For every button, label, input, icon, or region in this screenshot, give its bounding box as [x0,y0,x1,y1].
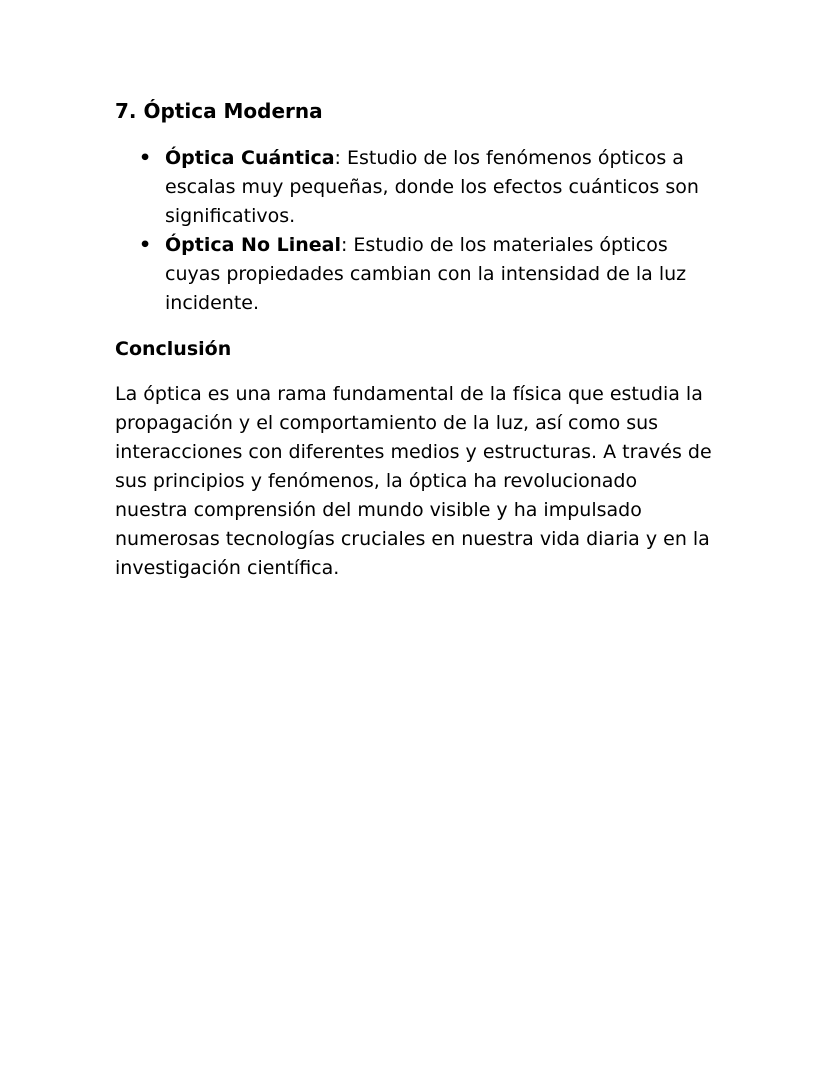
document-page [115,96,715,583]
topic-list [115,144,715,318]
list-item-term: Óptica Cuántica [165,147,335,169]
bullet-icon: • [139,234,152,256]
list-item-term: Óptica No Lineal [165,234,341,256]
bullet-icon: • [139,147,152,169]
section-heading: 7. Óptica Moderna [115,99,323,123]
conclusion-heading: Conclusión [115,338,232,360]
list-item-nonlinear-optics [115,231,715,318]
list-item-description: : Estudio de los materiales ópticos cuyas propiedades cambian con la intensidad de la luz incidente. [165,234,687,314]
conclusion-paragraph: La óptica es una rama fundamental de la física que estudia la propagación y el comportamiento de la luz, así como sus interacciones con diferentes medios y estructuras. A través de sus principios y fenómenos, la óptica ha revolucionado nuestra comprensión del mundo visible y ha impulsado numerosas tecnologías cruciales en nuestra vida diaria y en la investigación científica. [115,383,712,579]
list-item-quantum-optics [115,144,715,231]
list-item-description: : Estudio de los fenómenos ópticos a escalas muy pequeñas, donde los efectos cuánticos son significativos. [165,147,699,227]
